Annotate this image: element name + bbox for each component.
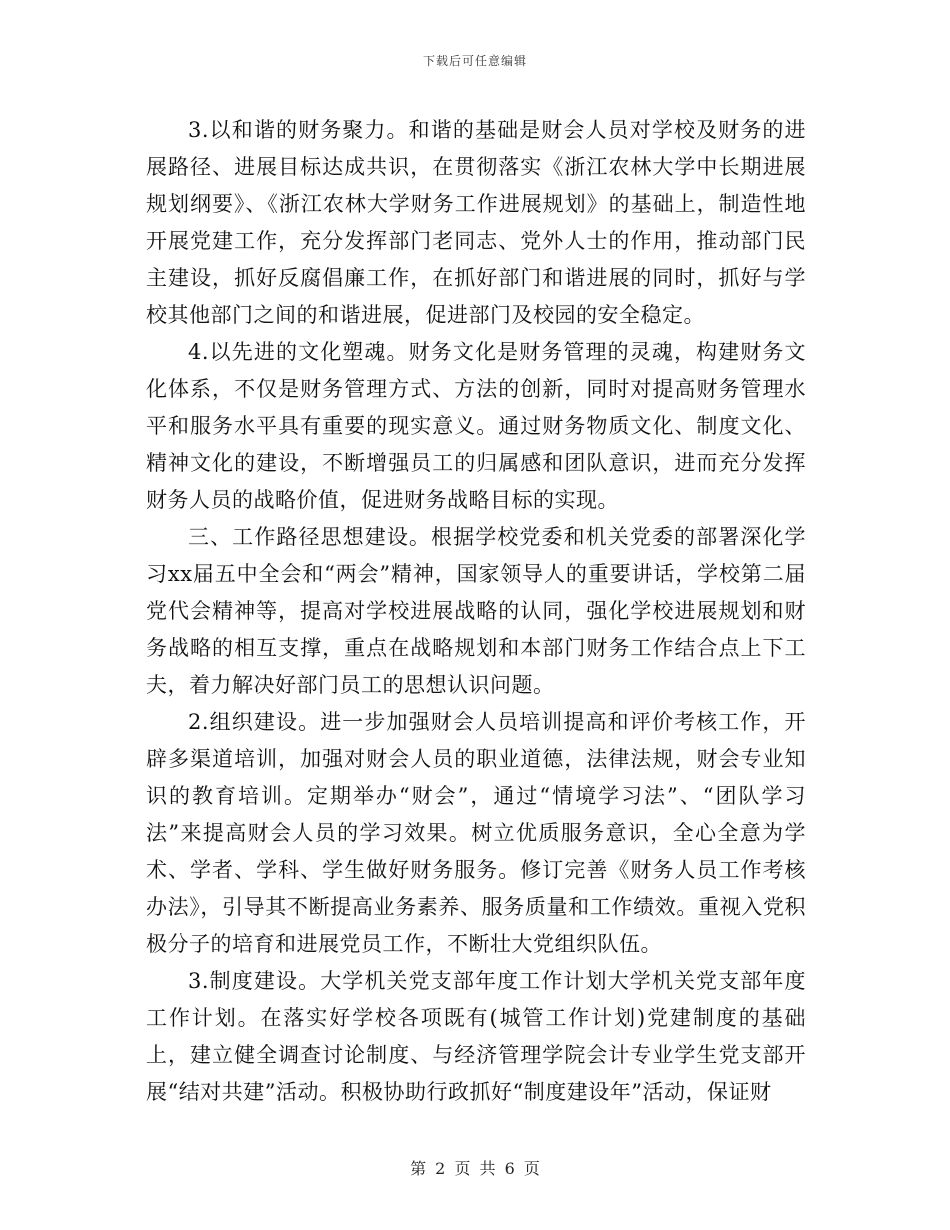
document-body bbox=[146, 112, 806, 1111]
paragraph-system: 3.制度建设。大学机关党支部年度工作计划大学机关党支部年度工作计划。在落实好学校各项既有(城管工作计划)党建制度的基础上，建立健全调查讨论制度、与经济管理学院会计专业学生党支部开展“结对共建”活动。积极协助行政抓好“制度建设年”活动，保证财 bbox=[146, 969, 806, 1104]
paragraph-organization: 2.组织建设。进一步加强财会人员培训提高和评价考核工作，开辟多渠道培训，加强对财会人员的职业道德，法律法规，财会专业知识的教育培训。定期举办“财会”，通过“情境学习法”、“团队学习法”来提高财会人员的学习效果。树立优质服务意识，全心全意为学术、学者、学科、学生做好财务服务。修订完善《财务人员工作考核办法》，引导其不断提高业务素养、服务质量和工作绩效。重视入党积极分子的培育和进展党员工作，不断壮大党组织队伍。 bbox=[146, 710, 806, 956]
page-number: 第 2 页 共 6 页 bbox=[410, 1159, 540, 1178]
paragraph-culture: 4.以先进的文化塑魂。财务文化是财务管理的灵魂，构建财务文化体系，不仅是财务管理方式、方法的创新，同时对提高财务管理水平和服务水平具有重要的现实意义。通过财务物质文化、制度文化、精神文化的建设，不断增强员工的归属感和团队意识，进而充分发挥财务人员的战略价值，促进财务战略目标的实现。 bbox=[146, 340, 806, 512]
paragraph-ideology: 三、工作路径思想建设。根据学校党委和机关党委的部署深化学习xx届五中全会和“两会”精神，国家领导人的重要讲话，学校第二届党代会精神等，提高对学校进展战略的认同，强化学校进展规划和财务战略的相互支撑，重点在战略规划和本部门财务工作结合点上下工夫，着力解决好部门员工的思想认识问题。 bbox=[146, 525, 806, 697]
page-header-note: 下载后可任意编辑 bbox=[422, 54, 527, 68]
paragraph-harmony: 3.以和谐的财务聚力。和谐的基础是财会人员对学校及财务的进展路径、进展目标达成共识，在贯彻落实《浙江农林大学中长期进展规划纲要》、《浙江农林大学财务工作进展规划》的基础上，制造性地开展党建工作，充分发挥部门老同志、党外人士的作用，推动部门民主建设，抓好反腐倡廉工作，在抓好部门和谐进展的同时，抓好与学校其他部门之间的和谐进展，促进部门及校园的安全稳定。 bbox=[146, 118, 806, 327]
